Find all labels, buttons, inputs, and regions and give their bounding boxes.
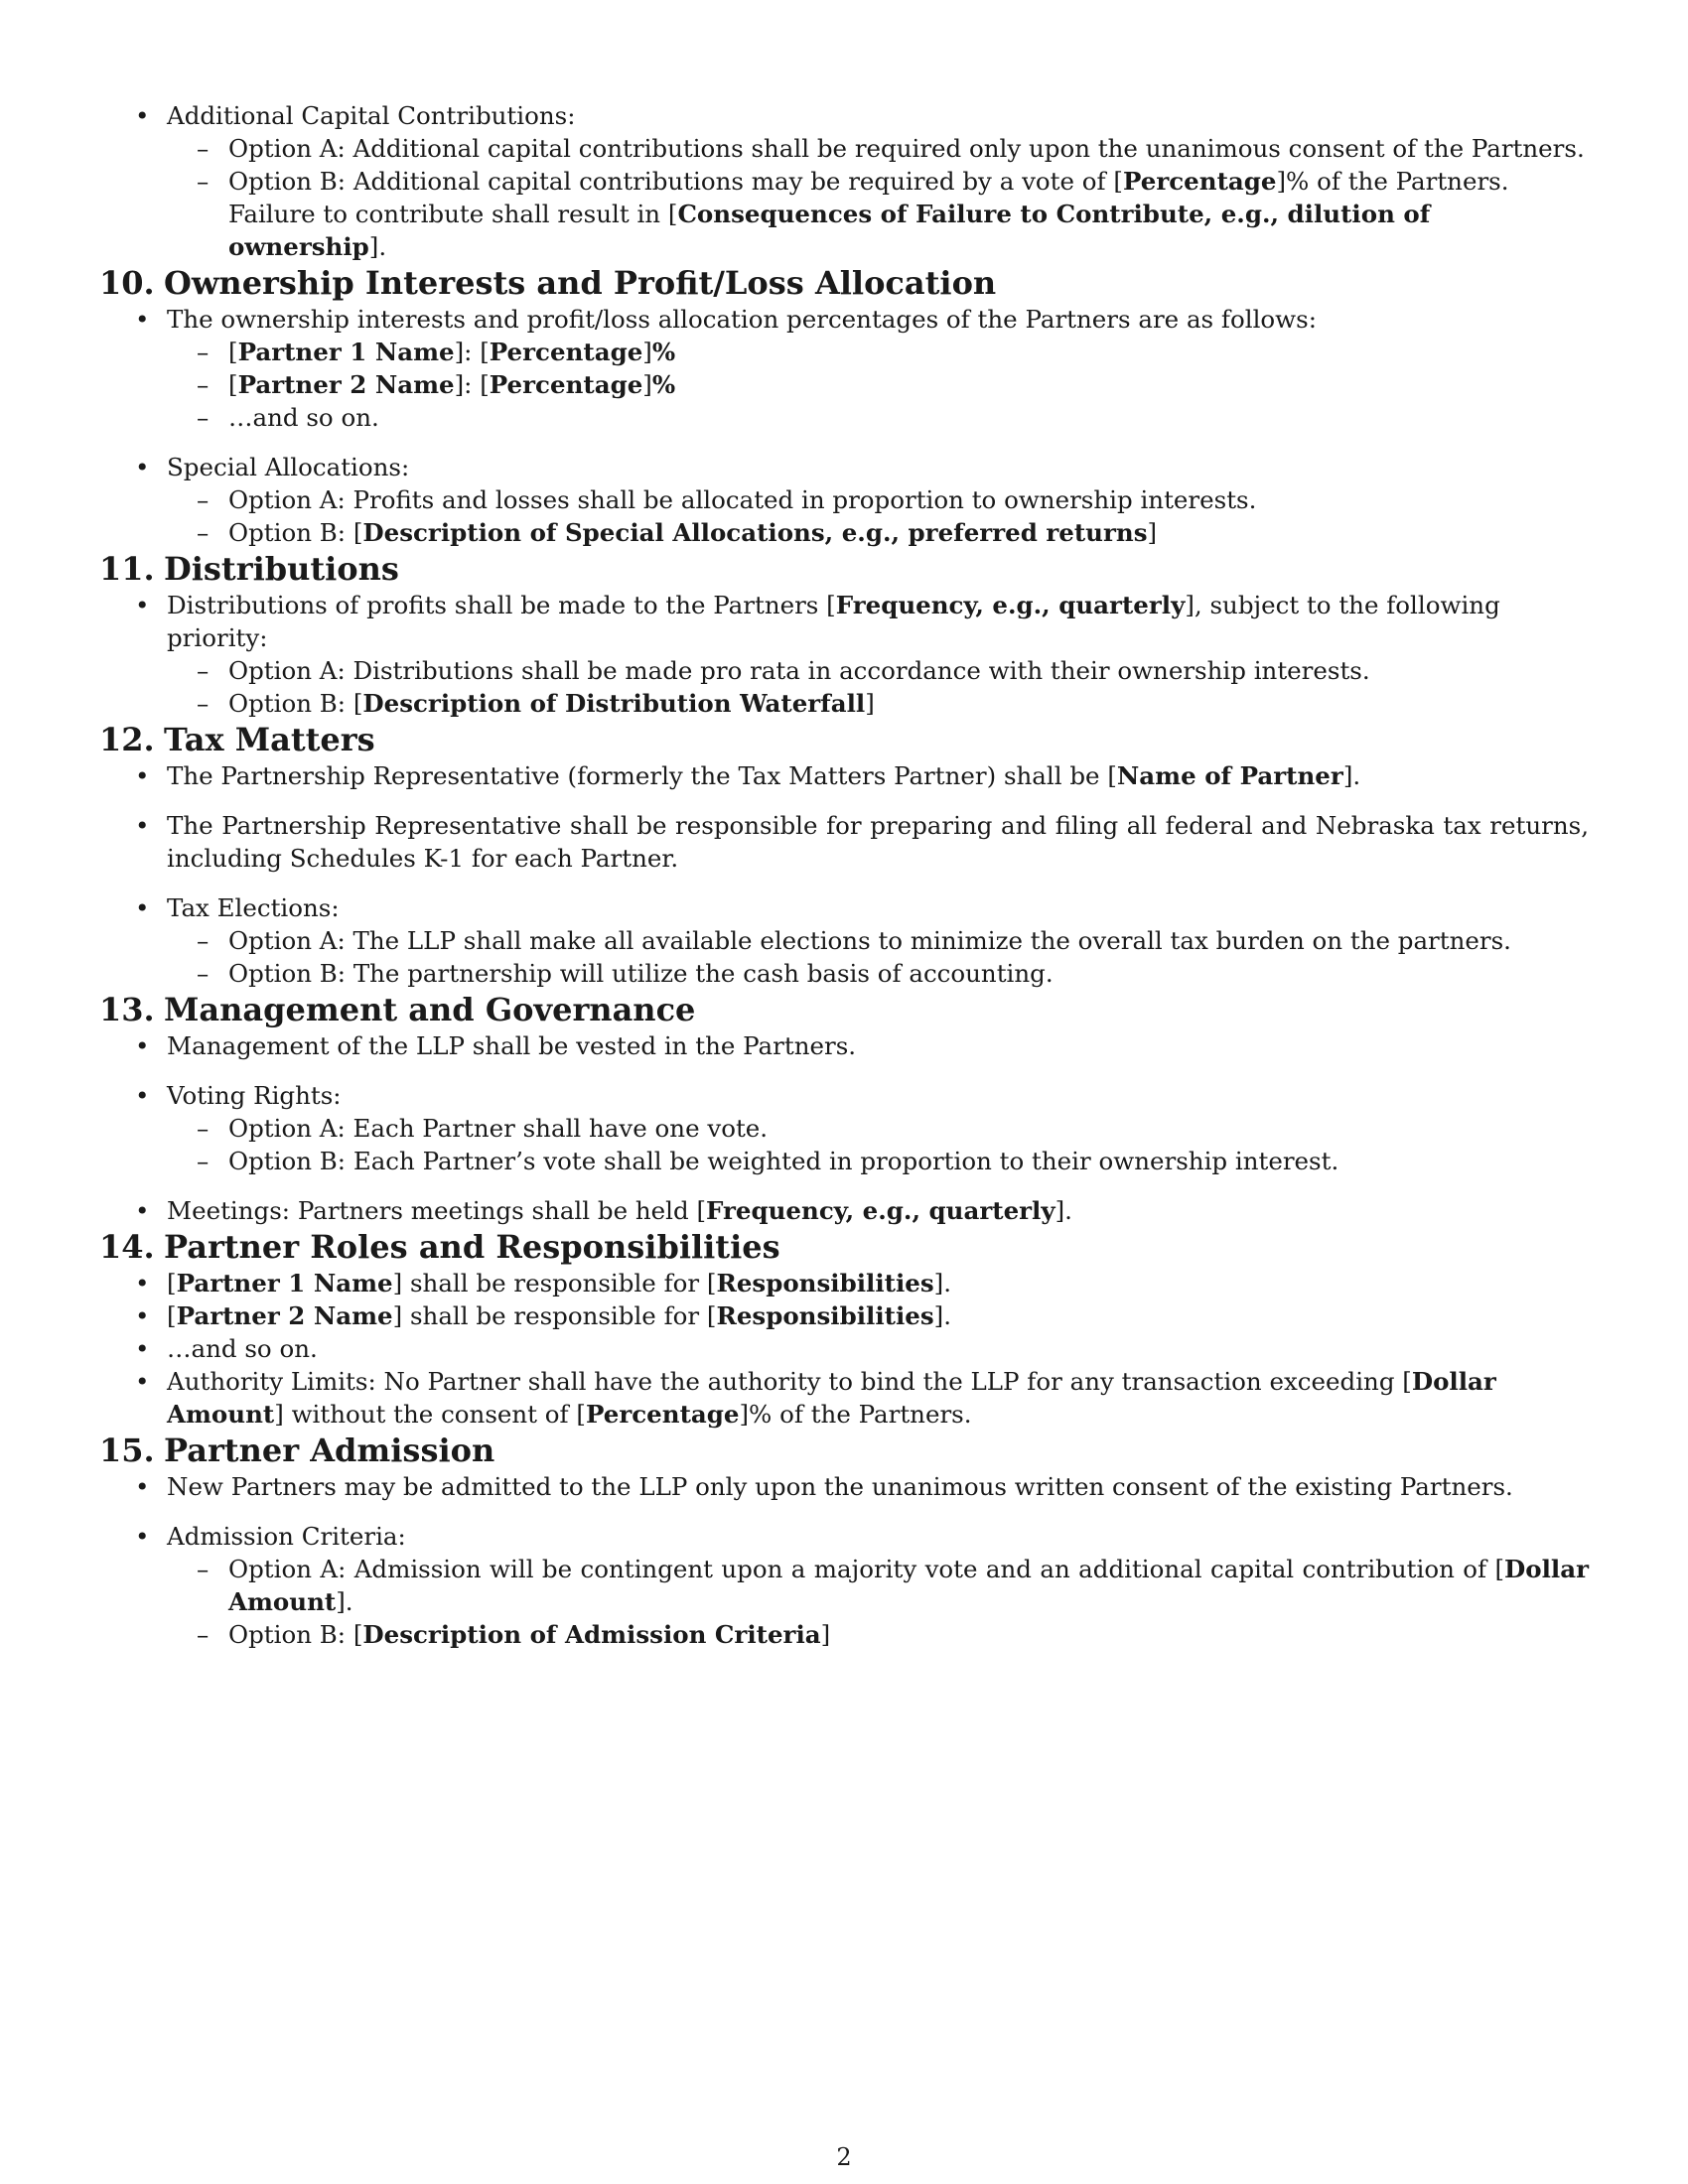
option-item xyxy=(167,957,1589,990)
section-title: Partner Admission xyxy=(164,1432,495,1469)
placeholder-field: Description of Special Allocations, e.g., preferred returns xyxy=(362,518,1148,547)
option-item xyxy=(167,132,1589,165)
text-segment: ] shall be responsible for [ xyxy=(392,1301,717,1330)
placeholder-field: Percentage xyxy=(489,370,643,399)
text-segment: …and so on. xyxy=(228,403,379,432)
text-segment: Authority Limits: No Partner shall have the authority to bind the LLP for any transaction exceeding [ xyxy=(167,1367,1412,1396)
text-segment: New Partners may be admitted to the LLP only upon the unanimous written consent of the existing Partners. xyxy=(167,1472,1513,1501)
list-item xyxy=(99,1520,1589,1651)
text-segment: Option B: [ xyxy=(228,1620,363,1649)
section-number: 11. xyxy=(99,550,155,588)
section-number: 14. xyxy=(99,1228,155,1266)
placeholder-field: Percentage xyxy=(1122,167,1277,196)
text-segment: Option B: [ xyxy=(228,518,363,547)
option-item xyxy=(167,165,1589,263)
text-segment: ]% of the Partners. Failure to contribute shall result in [ xyxy=(228,167,1509,228)
placeholder-field: Partner 2 Name xyxy=(176,1301,393,1330)
section-number: 13. xyxy=(99,991,155,1028)
text-segment: ] without the consent of [ xyxy=(274,1400,586,1429)
section-13-list xyxy=(99,1029,1589,1227)
list-item xyxy=(99,1079,1589,1177)
placeholder-field: Percentage xyxy=(585,1400,740,1429)
list-item xyxy=(99,1029,1589,1062)
section-heading-14 xyxy=(99,1227,1589,1267)
section-15-list xyxy=(99,1470,1589,1651)
text-segment: ] xyxy=(820,1620,831,1649)
placeholder-field: Frequency, e.g., quarterly xyxy=(706,1196,1055,1225)
text-segment: Option B: Each Partner’s vote shall be weighted in proportion to their ownership interest. xyxy=(228,1147,1339,1175)
text-segment: Meetings: Partners meetings shall be held [ xyxy=(167,1196,707,1225)
list-item xyxy=(99,1194,1589,1227)
section-heading-12 xyxy=(99,720,1589,759)
list-item xyxy=(99,99,1589,263)
option-item xyxy=(167,924,1589,957)
placeholder-field: Dollar Amount xyxy=(228,1555,1589,1616)
option-item xyxy=(167,516,1589,549)
option-list xyxy=(167,654,1589,720)
text-segment: ]. xyxy=(336,1587,353,1616)
option-item xyxy=(167,654,1589,687)
option-item xyxy=(167,1145,1589,1177)
option-item xyxy=(167,1112,1589,1145)
text-segment: The Partnership Representative shall be responsible for preparing and filing all federal and Nebraska tax returns, including Schedules K-1 for each Partner. xyxy=(167,811,1589,873)
text-segment: Option B: The partnership will utilize the cash basis of accounting. xyxy=(228,959,1054,988)
option-list xyxy=(167,924,1589,990)
placeholder-field: Description of Admission Criteria xyxy=(362,1620,821,1649)
list-item xyxy=(99,1365,1589,1431)
option-list xyxy=(167,336,1589,434)
placeholder-field: Percentage xyxy=(489,338,643,366)
placeholder-field: Name of Partner xyxy=(1116,761,1343,790)
option-item xyxy=(167,1553,1589,1618)
text-segment: Option A: Each Partner shall have one vote. xyxy=(228,1114,769,1143)
text-segment: Option A: Admission will be contingent upon a majority vote and an additional capital contribution of [ xyxy=(228,1555,1505,1583)
section-title: Ownership Interests and Profit/Loss Allocation xyxy=(164,264,997,302)
option-list xyxy=(167,132,1589,263)
option-item xyxy=(167,1618,1589,1651)
list-item xyxy=(99,809,1589,875)
text-segment: Option A: Distributions shall be made pro rata in accordance with their ownership interests. xyxy=(228,656,1370,685)
list-item xyxy=(99,451,1589,549)
option-list xyxy=(167,1112,1589,1177)
placeholder-field: Responsibilities xyxy=(716,1301,934,1330)
intro-list xyxy=(99,99,1589,263)
section-title: Partner Roles and Responsibilities xyxy=(164,1228,780,1266)
section-12-list xyxy=(99,759,1589,990)
section-number: 12. xyxy=(99,721,155,758)
list-item xyxy=(99,589,1589,720)
placeholder-field: Description of Distribution Waterfall xyxy=(362,689,866,718)
text-segment: ] xyxy=(865,689,875,718)
text-segment: ], subject to the following priority: xyxy=(167,591,1500,652)
option-item xyxy=(167,483,1589,516)
list-item-text: Special Allocations: xyxy=(167,453,410,481)
placeholder-field: Partner 2 Name xyxy=(237,370,455,399)
placeholder-field: Partner 1 Name xyxy=(176,1269,393,1297)
text-segment: Management of the LLP shall be vested in the Partners. xyxy=(167,1031,857,1060)
list-item xyxy=(99,891,1589,990)
text-segment: ]% of the Partners. xyxy=(739,1400,972,1429)
section-heading-11 xyxy=(99,549,1589,589)
option-item: – [Partner 1 Name]: [Percentage]% xyxy=(167,336,1589,368)
text-segment: …and so on. xyxy=(167,1334,318,1363)
list-item: • [Partner 2 Name] shall be responsible for [Responsibilities]. xyxy=(99,1299,1589,1332)
text-segment: Option A: The LLP shall make all available elections to minimize the overall tax burden on the partners. xyxy=(228,926,1511,955)
text-segment: Option B: Additional capital contributions may be required by a vote of [ xyxy=(228,167,1123,196)
placeholder-field: Partner 1 Name xyxy=(237,338,455,366)
section-title: Distributions xyxy=(164,550,399,588)
document-page xyxy=(99,99,1589,1651)
placeholder-field: Consequences of Failure to Contribute, e.g., dilution of ownership xyxy=(228,200,1431,261)
list-item xyxy=(99,759,1589,792)
option-text: Option A: Additional capital contributions shall be required only upon the unanimous consent of the Partners. xyxy=(228,134,1585,163)
option-item xyxy=(167,687,1589,720)
text-segment: The Partnership Representative (formerly the Tax Matters Partner) shall be [ xyxy=(167,761,1117,790)
section-title: Management and Governance xyxy=(164,991,696,1028)
section-10-list xyxy=(99,303,1589,549)
section-title: Tax Matters xyxy=(164,721,375,758)
text-segment: Option A: Profits and losses shall be allocated in proportion to ownership interests. xyxy=(228,485,1257,514)
section-heading-15 xyxy=(99,1431,1589,1470)
section-number: 10. xyxy=(99,264,155,302)
list-item: • [Partner 1 Name] shall be responsible for [Responsibilities]. xyxy=(99,1267,1589,1299)
text-segment: ] xyxy=(1147,518,1158,547)
text-segment: ]. xyxy=(1055,1196,1072,1225)
list-item xyxy=(99,1332,1589,1365)
text-segment: Tax Elections: xyxy=(167,893,340,922)
text-segment: ]. xyxy=(368,232,387,261)
list-item-text: Additional Capital Contributions: xyxy=(167,101,576,130)
text-segment: Voting Rights: xyxy=(167,1081,342,1110)
option-list xyxy=(167,483,1589,549)
option-item xyxy=(167,401,1589,434)
text-segment: Option B: [ xyxy=(228,689,363,718)
text-segment: Admission Criteria: xyxy=(167,1522,406,1551)
section-number: 15. xyxy=(99,1432,155,1469)
text-segment: ]. xyxy=(1342,761,1361,790)
option-item: – [Partner 2 Name]: [Percentage]% xyxy=(167,368,1589,401)
placeholder-field: Frequency, e.g., quarterly xyxy=(835,591,1186,619)
text-segment: ] shall be responsible for [ xyxy=(392,1269,717,1297)
section-11-list xyxy=(99,589,1589,720)
page-number: 2 xyxy=(836,2143,852,2171)
text-segment: Distributions of profits shall be made to the Partners [ xyxy=(167,591,836,619)
section-heading-10 xyxy=(99,263,1589,303)
section-heading-13 xyxy=(99,990,1589,1029)
placeholder-field: Responsibilities xyxy=(716,1269,934,1297)
section-14-list xyxy=(99,1267,1589,1431)
list-item xyxy=(99,303,1589,434)
placeholder-field: Dollar Amount xyxy=(167,1367,1496,1429)
list-item-text: The ownership interests and profit/loss allocation percentages of the Partners are as follows: xyxy=(167,305,1317,334)
option-list xyxy=(167,1553,1589,1651)
list-item xyxy=(99,1470,1589,1503)
